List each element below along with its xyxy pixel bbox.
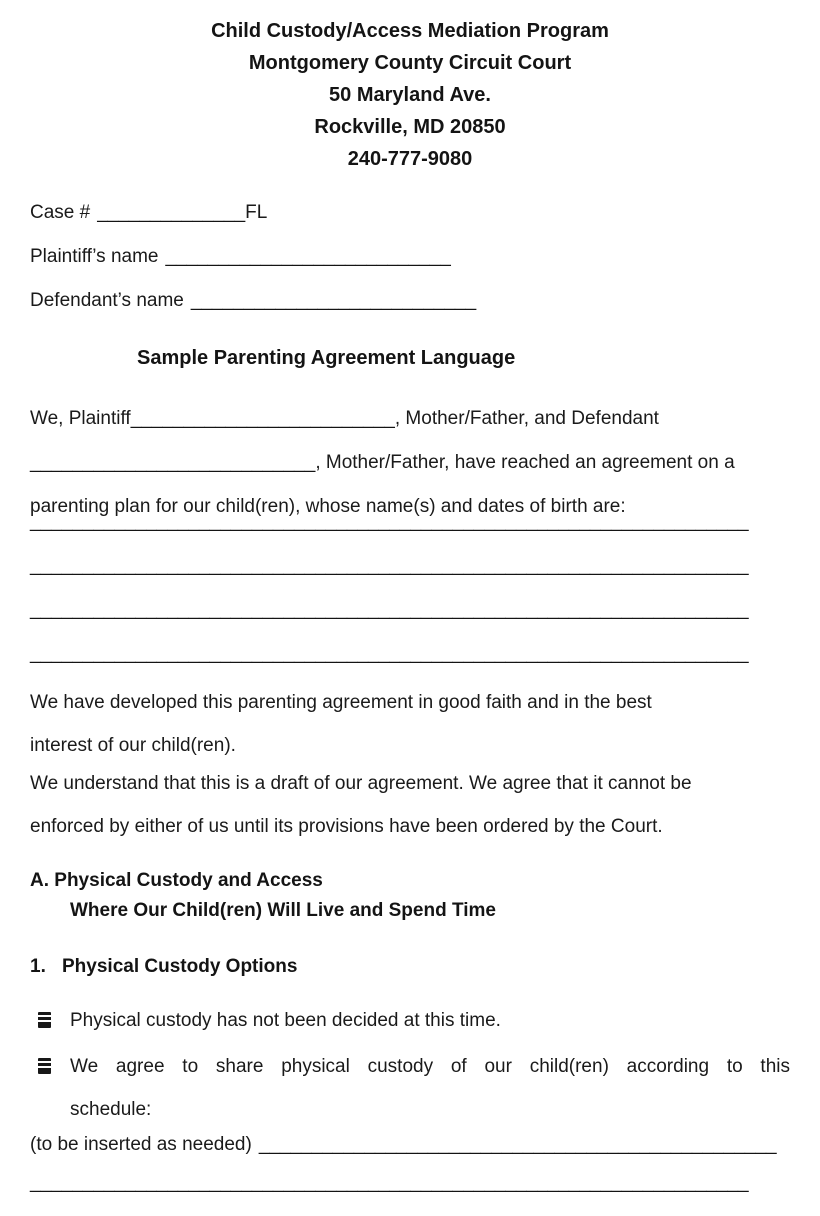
intro-line1-text: We, Plaintiff [30,408,131,429]
defendant-name-label: Defendant’s name [30,290,184,311]
custody-option2-line1: We agree to share physical custody of our child(ren) according to this [70,1056,790,1077]
letterhead-city-state-zip: Rockville, MD 20850 [314,116,506,138]
intro-line-2 [30,441,790,485]
schedule-blank-line[interactable]: ____________________________________________________________________ [30,1172,749,1193]
intro-line2-rest: , Mother/Father, have reached an agreement on a [315,452,735,473]
children-blank-line[interactable]: ____________________________________________________________________ [30,511,749,532]
section-a-heading [30,866,790,926]
draft-line-2: enforced by either of us until its provisions have been ordered by the Court. [30,816,663,837]
letterhead-address: 50 Maryland Ave. [329,84,491,106]
custody-option2-line2: schedule: [70,1099,152,1120]
letterhead-phone: 240-777-9080 [347,148,473,170]
intro-line-1 [30,397,790,441]
insert-as-needed-label: (to be inserted as needed) [30,1134,252,1155]
letterhead [30,15,790,175]
draft-paragraph [30,762,790,848]
case-number-line [30,199,790,226]
custody-options-heading [30,953,790,980]
defendant-inline-blank[interactable]: ___________________________ [30,452,316,473]
defendant-name-line [30,287,790,314]
case-number-label: Case # [30,202,91,223]
custody-options-heading-text: Physical Custody Options [62,956,298,977]
custody-option-not-decided [30,1007,790,1034]
plaintiff-name-label: Plaintiff’s name [30,246,159,267]
intro-line1-rest: , Mother/Father, and Defendant [394,408,659,429]
good-faith-paragraph [30,681,790,767]
case-number-suffix: FL [245,202,268,223]
checkbox-icon[interactable] [38,1012,51,1028]
defendant-name-blank[interactable]: ___________________________ [190,290,477,311]
letterhead-court: Montgomery County Circuit Court [248,52,572,74]
plaintiff-inline-blank[interactable]: _________________________ [130,408,395,429]
children-names-blanks [30,500,790,676]
case-number-blank[interactable]: ______________ [97,202,246,223]
custody-option1-text: Physical custody has not been decided at this time. [70,1010,501,1031]
schedule-blank[interactable]: _________________________________________________ [258,1134,777,1155]
plaintiff-name-line [30,243,790,270]
custody-options-number: 1. [30,956,46,977]
letterhead-program: Child Custody/Access Mediation Program [211,20,609,42]
custody-option-share-schedule [30,1045,790,1131]
section-a-heading-line2: Where Our Child(ren) Will Live and Spend Time [70,900,496,921]
section-a-heading-line1: A. Physical Custody and Access [30,870,323,891]
plaintiff-name-blank[interactable]: ___________________________ [165,246,451,267]
document-title: Sample Parenting Agreement Language [137,347,516,369]
children-blank-line[interactable]: ____________________________________________________________________ [30,643,749,664]
good-faith-line-1: We have developed this parenting agreement in good faith and in the best [30,692,652,713]
children-blank-line[interactable]: ____________________________________________________________________ [30,599,749,620]
insert-as-needed-line [30,1131,790,1158]
good-faith-line-2: interest of our child(ren). [30,735,236,756]
intro-line-3: parenting plan for our child(ren), whose name(s) and dates of birth are: [30,496,626,517]
children-blank-line[interactable]: ____________________________________________________________________ [30,555,749,576]
checkbox-icon[interactable] [38,1058,51,1074]
draft-line-1: We understand that this is a draft of our agreement. We agree that it cannot be [30,773,692,794]
custody-option2-text [70,1045,790,1131]
